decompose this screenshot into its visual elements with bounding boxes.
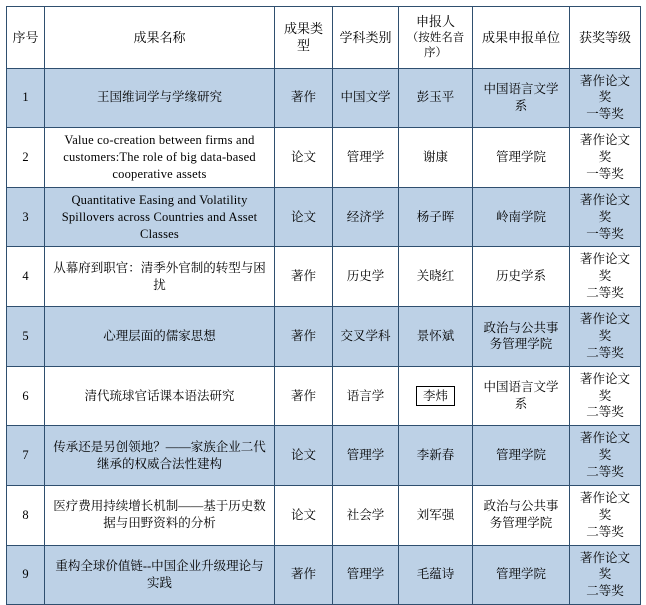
cell-type: 论文 — [275, 187, 333, 247]
cell-name: 心理层面的儒家思想 — [45, 307, 275, 367]
author-name-boxed: 李炜 — [416, 386, 455, 407]
cell-type: 著作 — [275, 545, 333, 605]
cell-type: 著作 — [275, 307, 333, 367]
cell-unit: 岭南学院 — [473, 187, 570, 247]
cell-unit: 中国语言文学系 — [473, 68, 570, 128]
table-row — [7, 68, 641, 128]
cell-author: 景怀斌 — [399, 307, 473, 367]
column-header-author — [399, 7, 473, 69]
award-category: 著作论文奖 — [579, 431, 630, 463]
cell-author — [399, 366, 473, 426]
cell-name: Value co-creation between firms and customers:The role of big data-based cooperative assets — [45, 128, 275, 188]
column-header-seq: 序号 — [7, 7, 45, 69]
cell-author: 谢康 — [399, 128, 473, 188]
cell-type: 著作 — [275, 68, 333, 128]
cell-type: 著作 — [275, 247, 333, 307]
award-category: 著作论文奖 — [579, 133, 630, 165]
cell-discipline: 中国文学 — [333, 68, 399, 128]
cell-award — [570, 128, 641, 188]
cell-discipline: 管理学 — [333, 128, 399, 188]
award-level: 二等奖 — [586, 345, 624, 360]
cell-seq: 4 — [7, 247, 45, 307]
cell-type: 论文 — [275, 426, 333, 486]
award-level: 二等奖 — [586, 405, 624, 420]
cell-name: 清代琉球官话课本语法研究 — [45, 366, 275, 426]
table-row — [7, 187, 641, 247]
award-level: 一等奖 — [586, 107, 624, 122]
table-header — [7, 7, 641, 69]
award-level: 二等奖 — [586, 524, 624, 539]
award-category: 著作论文奖 — [579, 252, 630, 284]
award-category: 著作论文奖 — [579, 73, 630, 105]
column-header-type: 成果类型 — [275, 7, 333, 69]
cell-author: 杨子晖 — [399, 187, 473, 247]
award-level: 二等奖 — [586, 286, 624, 301]
cell-type: 论文 — [275, 485, 333, 545]
column-header-author-main: 申报人 — [415, 14, 455, 29]
cell-seq: 1 — [7, 68, 45, 128]
cell-author: 刘军强 — [399, 485, 473, 545]
cell-seq: 7 — [7, 426, 45, 486]
column-header-unit: 成果申报单位 — [473, 7, 570, 69]
cell-seq: 9 — [7, 545, 45, 605]
cell-discipline: 历史学 — [333, 247, 399, 307]
award-level: 一等奖 — [586, 166, 624, 181]
column-header-author-sub: （按姓名音序） — [406, 31, 465, 60]
cell-author: 毛蕴诗 — [399, 545, 473, 605]
cell-type: 论文 — [275, 128, 333, 188]
cell-award — [570, 545, 641, 605]
cell-award — [570, 307, 641, 367]
cell-seq: 3 — [7, 187, 45, 247]
cell-unit: 管理学院 — [473, 128, 570, 188]
cell-unit: 政治与公共事务管理学院 — [473, 307, 570, 367]
award-category: 著作论文奖 — [579, 490, 630, 522]
award-category: 著作论文奖 — [579, 312, 630, 343]
cell-unit: 政治与公共事务管理学院 — [473, 485, 570, 545]
cell-seq: 5 — [7, 307, 45, 367]
award-level: 二等奖 — [586, 584, 624, 599]
table-header-row — [7, 7, 641, 69]
cell-discipline: 管理学 — [333, 545, 399, 605]
award-category: 著作论文奖 — [579, 371, 630, 403]
cell-name: Quantitative Easing and Volatility Spillovers across Countries and Asset Classes — [45, 187, 275, 247]
table-body — [7, 68, 641, 605]
cell-award — [570, 366, 641, 426]
column-header-name: 成果名称 — [45, 7, 275, 69]
cell-seq: 2 — [7, 128, 45, 188]
award-category: 著作论文奖 — [579, 192, 630, 224]
award-category: 著作论文奖 — [579, 550, 630, 582]
table-row — [7, 128, 641, 188]
cell-author: 李新春 — [399, 426, 473, 486]
cell-type: 著作 — [275, 366, 333, 426]
column-header-award: 获奖等级 — [570, 7, 641, 69]
cell-unit: 中国语言文学系 — [473, 366, 570, 426]
cell-unit: 历史学系 — [473, 247, 570, 307]
table-row — [7, 307, 641, 367]
cell-author: 关晓红 — [399, 247, 473, 307]
cell-discipline: 交叉学科 — [333, 307, 399, 367]
cell-name: 从幕府到职官：清季外官制的转型与困扰 — [45, 247, 275, 307]
cell-author: 彭玉平 — [399, 68, 473, 128]
cell-award — [570, 187, 641, 247]
table-row — [7, 545, 641, 605]
cell-seq: 8 — [7, 485, 45, 545]
table-row — [7, 426, 641, 486]
cell-award — [570, 485, 641, 545]
cell-discipline: 管理学 — [333, 426, 399, 486]
cell-seq: 6 — [7, 366, 45, 426]
table-row — [7, 247, 641, 307]
cell-discipline: 社会学 — [333, 485, 399, 545]
awards-results-table — [6, 6, 641, 605]
cell-name: 王国维词学与学缘研究 — [45, 68, 275, 128]
cell-name: 传承还是另创领地？——家族企业二代继承的权威合法性建构 — [45, 426, 275, 486]
cell-award — [570, 247, 641, 307]
cell-name: 医疗费用持续增长机制——基于历史数据与田野资料的分析 — [45, 485, 275, 545]
cell-name: 重构全球价值链--中国企业升级理论与实践 — [45, 545, 275, 605]
award-level: 二等奖 — [586, 465, 624, 480]
cell-award — [570, 426, 641, 486]
cell-unit: 管理学院 — [473, 426, 570, 486]
column-header-discipline: 学科类别 — [333, 7, 399, 69]
cell-discipline: 经济学 — [333, 187, 399, 247]
cell-award — [570, 68, 641, 128]
cell-discipline: 语言学 — [333, 366, 399, 426]
cell-unit: 管理学院 — [473, 545, 570, 605]
table-row — [7, 485, 641, 545]
award-level: 一等奖 — [586, 226, 624, 241]
table-row — [7, 366, 641, 426]
